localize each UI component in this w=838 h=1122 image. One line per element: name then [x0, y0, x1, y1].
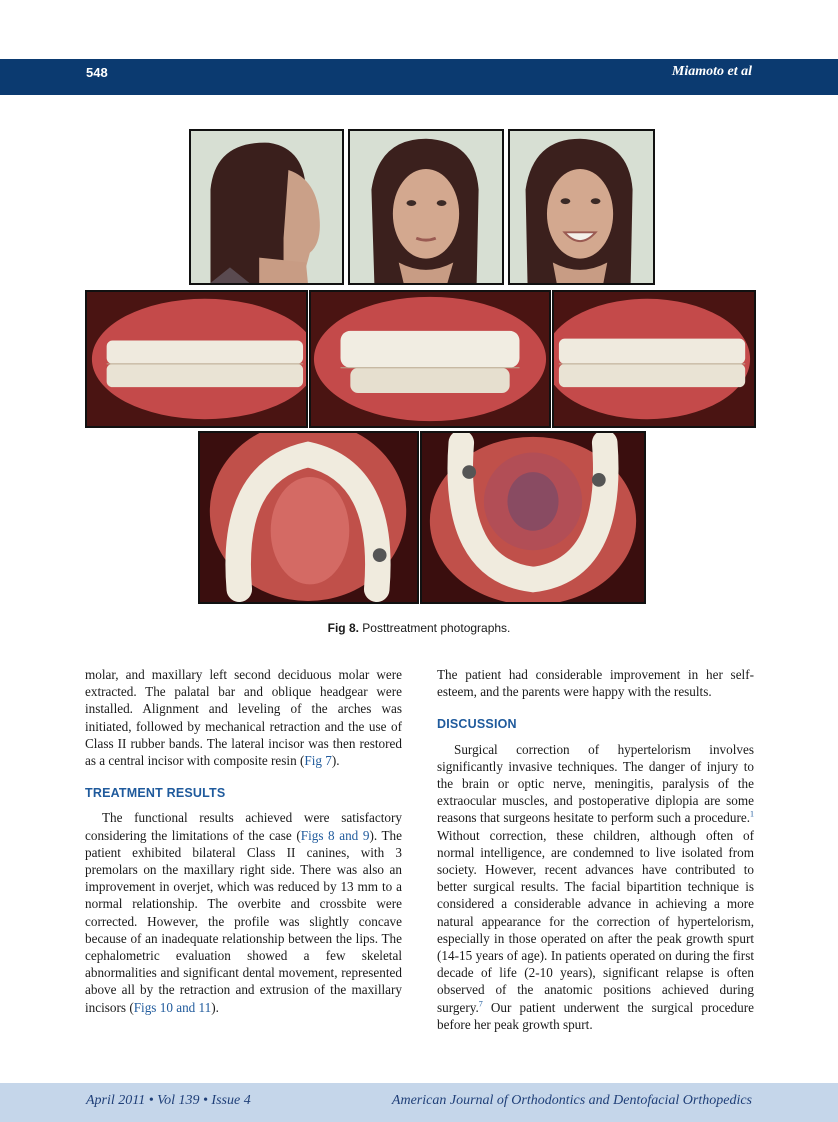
right-paragraph-2: [437, 741, 754, 1033]
fig7-link[interactable]: Fig 7: [304, 753, 332, 769]
left-paragraph-2-text-b: ). The patient exhibited bilateral Class II canines, with 3 premolars on the maxillary right side. There was also an improvement in overjet, which was reduced by 13 mm to a normal relationship. The overbite and crossbite were corrected. However, the profile was slightly concave because of an inadequate relationship between the lips. The cephalometric evaluation showed a few skeletal abnormalities and significant dental movement, represented above all by the retraction and extrusion of the maxillary incisors (: [85, 827, 403, 1015]
left-intraoral-photo: [552, 290, 756, 428]
right-paragraph-2-text-a: Surgical correction of hypertelorism involves significantly invasive techniques. The danger of injury to the brain or optic nerve, meningitis, paralysis of the extraocular muscles, and postoperative diplopia are some reasons that surgeons hesitate to perform such a procedure.: [437, 741, 754, 826]
discussion-heading: DISCUSSION: [437, 717, 517, 732]
figure-caption: [0, 621, 838, 635]
right-column: [437, 666, 754, 1033]
left-paragraph-2: [85, 809, 402, 1015]
left-paragraph-1-end: ).: [331, 753, 340, 769]
left-paragraph-1-text: molar, and maxillary left second deciduous molar were extracted. The palatal bar and oblique headgear were installed. Alignment and leveling of the arches was initiated, followed by mechanical retraction and the use of Class II rubber bands. The lateral incisor was then restored as a central incisor with composite resin (: [85, 667, 402, 769]
right-paragraph-2-text-c: Our patient underwent the surgical procedure before her peak growth spurt.: [437, 999, 754, 1032]
right-intraoral-photo: [85, 290, 308, 428]
frontal-intraoral-photo: [309, 290, 551, 428]
figs-8-9-link[interactable]: Figs 8 and 9: [300, 827, 370, 843]
issue-info: April 2011 • Vol 139 • Issue 4: [86, 1093, 251, 1108]
frontal-rest-photo: [348, 129, 504, 285]
left-paragraph-1: [85, 666, 402, 769]
left-paragraph-2-text-c: ).: [211, 999, 219, 1015]
left-column: [85, 666, 402, 1016]
treatment-results-heading: TREATMENT RESULTS: [85, 786, 226, 801]
right-paragraph-2-text-b: Without correction, these children, although often of normal intelligence, are condemned to live isolated from society. However, recent advances have contributed to better surgical results. The facial bipartition technique is considered a considerable advance in achieving a more natural appearance for the correction of hypertelorism, especially in those operated on after the peak growth spurt (14-15 years of age). In patients operated on during the first decade of life (2-10 years), significant relapse is often observed of the anatomic positions achieved during surgery.: [437, 827, 754, 1015]
figure-label: Fig 8.: [327, 621, 359, 635]
mandibular-occlusal-photo: [420, 431, 646, 604]
running-head: Miamoto et al: [671, 64, 752, 79]
reference-1-link[interactable]: 1: [750, 810, 754, 820]
footer-bar: [0, 1083, 838, 1122]
profile-photo: [189, 129, 344, 285]
reference-7-link[interactable]: 7: [478, 999, 483, 1009]
frontal-smile-photo: [508, 129, 655, 285]
maxillary-occlusal-photo: [198, 431, 419, 604]
page-number: 548: [86, 65, 108, 80]
figure-caption-text: Posttreatment photographs.: [362, 621, 511, 635]
left-paragraph-2-text-a: The functional results achieved were satisfactory considering the limitations of the case (: [85, 810, 402, 843]
right-paragraph-1: The patient had considerable improvement in her self-esteem, and the parents were happy with the results.: [437, 667, 754, 700]
header-bar: [0, 59, 838, 95]
figs-10-11-link[interactable]: Figs 10 and 11: [133, 999, 212, 1015]
journal-name: American Journal of Orthodontics and Dentofacial Orthopedics: [391, 1093, 752, 1108]
